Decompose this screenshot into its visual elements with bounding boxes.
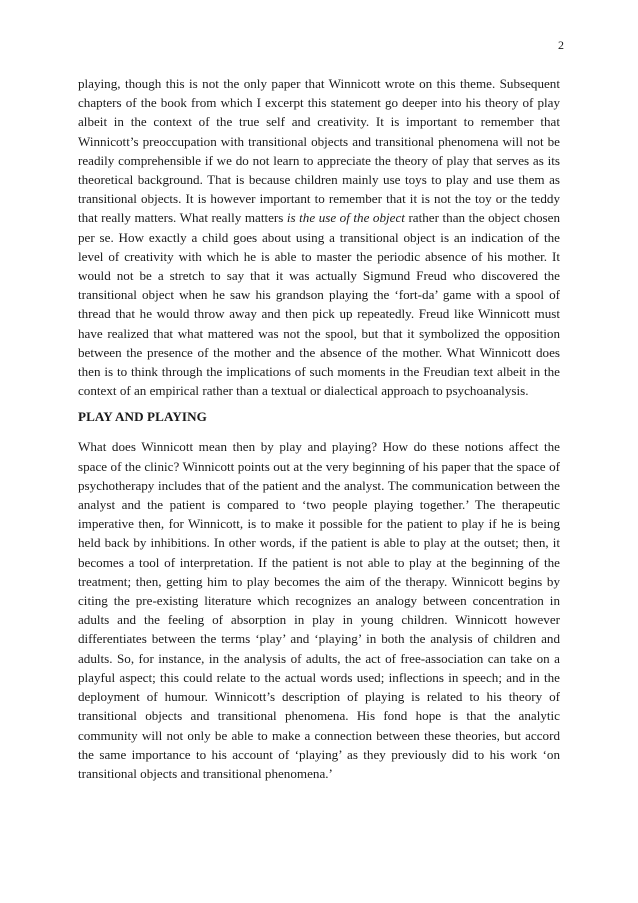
paragraph-2: What does Winnicott mean then by play and playing? How do these notions affect the space of the clinic? Winnicott points out at the very beginning of his paper that the space of psychotherapy includes that of the patient and the analyst. The communication between the analyst and the patient is compared to ‘two people playing together.’ The therapeutic imperative then, for Winnicott, is to make it possible for the patient to play if he is being held back by inhibitions. In other words, if the patient is able to play at the outset; then, it becomes a tool of interpretation. If the patient is not able to play at the beginning of the treatment; then, getting him to play becomes the aim of the therapy. Winnicott begins by citing the pre-existing literature which recognizes an analogy between concentration in adults and the feeling of absorption in play in young children. Winnicott however differentiates between the terms ‘play’ and ‘playing’ in both the analysis of children and adults. So, for instance, in the analysis of adults, the act of free-association can take on a playful aspect; this could relate to the actual words used; inflections in speech; and in the deployment of humour. Winnicott’s description of playing is related to his theory of transitional objects and transitional phenomena. His fond hope is that the analytic community will not only be able to make a connection between these theories, but accord the same importance to his account of ‘playing’ as they previously did to his work ‘on transitional objects and transitional phenomena.’ [78,439,560,781]
paragraph-1 [78,74,560,400]
page-number: 2 [558,38,564,52]
section-heading: PLAY AND PLAYING [78,409,207,425]
paragraph-1-text-b: rather than the object chosen per se. How exactly a child goes about using a transitional object is an indication of the level of creativity with which he is able to master the periodic absence of his mother. It would not be a stretch to say that it was actually Sigmund Freud who discovered the transitional object when he saw his grandson playing the ‘fort-da’ game with a spool of thread that he would throw away and then pick up repeatedly. Freud like Winnicott must have realized that what mattered was not the spool, but that it symbolized the opposition between the presence of the mother and the absence of the mother. What Winnicott does then is to think through the implications of such moments in the Freudian text albeit in the context of an empirical rather than a textual or dialectical approach to psychoanalysis. [78,210,560,399]
paragraph-1-italic-phrase: is the use of the object [286,210,405,226]
body-text [78,74,560,783]
paragraph-1-text-a: playing, though this is not the only paper that Winnicott wrote on this theme. Subsequent chapters of the book from which I excerpt this statement go deeper into his theory of play albeit in the context of the true self and creativity. It is important to remember that Winnicott’s preoccupation with transitional objects and transitional phenomena will not be readily comprehensible if we do not learn to appreciate the theory of play that serves as its theoretical background. That is because children mainly use toys to play and use them as transitional objects. It is however important to remember that it is not the toy or the teddy that really matters. What really matters [78,76,560,226]
